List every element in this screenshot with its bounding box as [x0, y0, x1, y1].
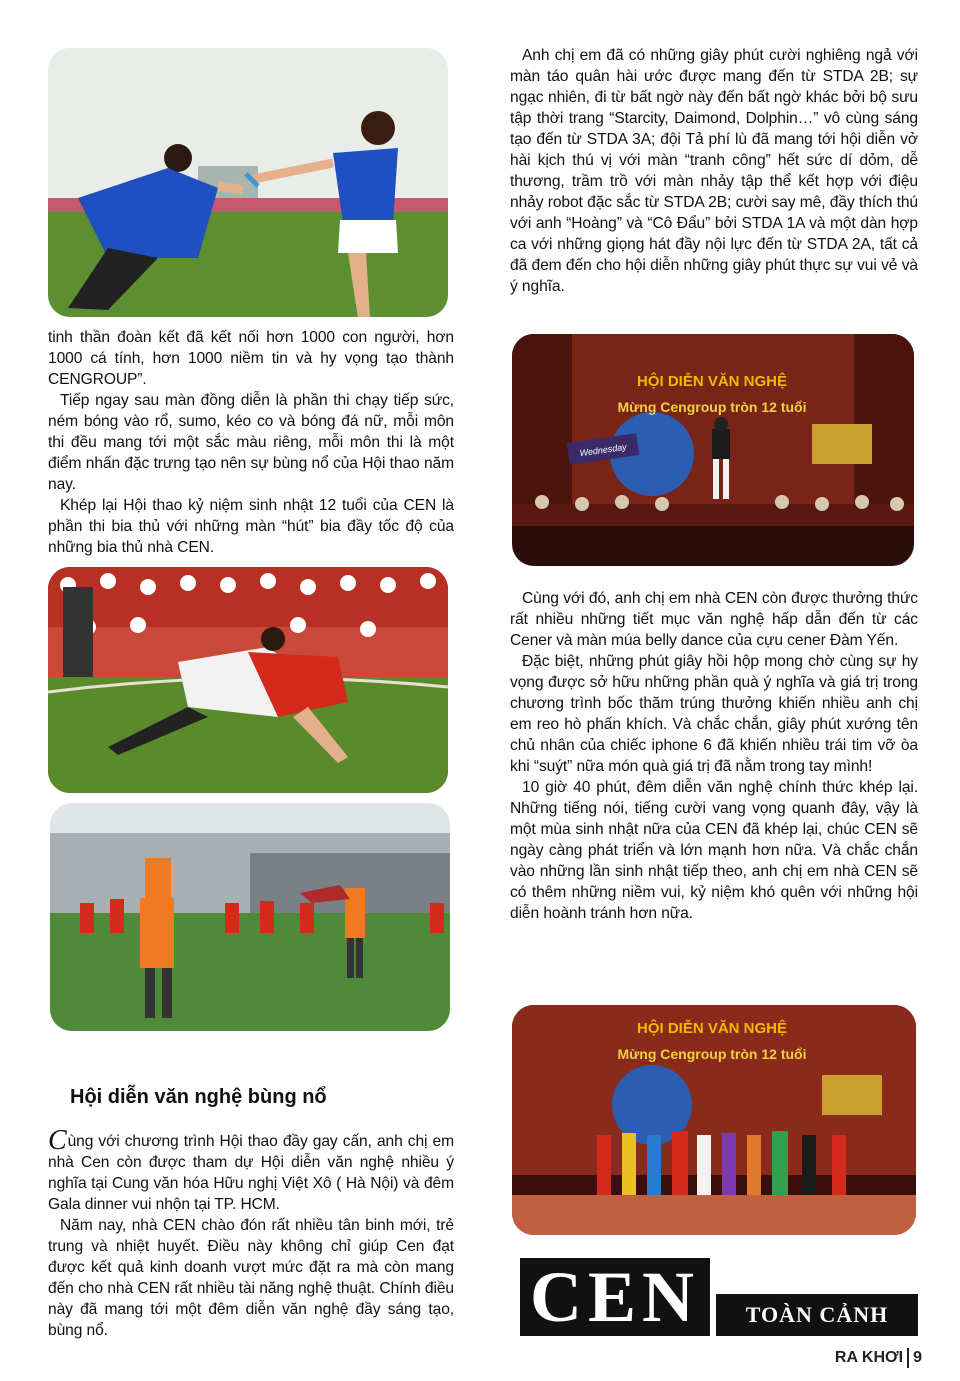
banner-title: HỘI DIỄN VĂN NGHỆ	[636, 373, 788, 390]
banner-subtitle: Mừng Cengroup tròn 12 tuổi	[617, 399, 807, 415]
right-column-text-middle	[510, 588, 918, 924]
photo-stage-performance	[512, 334, 914, 566]
paragraph-text: ùng với chương trình Hội thao đầy gay cấn, anh chị em nhà Cen còn được tham dự Hội diễn văn nghệ nhiều ý nghĩa tại Cung văn hóa Hữu nghị Việt Xô ( Hà Nội) và đêm Gala dinner vui nhộn tại TP. HCM.	[48, 1133, 454, 1213]
logo-section-title: TOÀN CẢNH	[716, 1294, 918, 1336]
magazine-name: RA KHƠI	[834, 1349, 904, 1367]
page-footer	[835, 1348, 922, 1368]
right-column-text-top	[510, 45, 918, 297]
paragraph: Đặc biệt, những phút giây hồi hộp mong chờ cùng sự hy vọng được sở hữu những phần quà ý nghĩa và giá trị trong chương trình bốc thăm trúng thưởng khiến nhiều anh chị em reo hò phấn khích. Và chắc chắn, giây phút xướng tên chủ nhân của chiếc iphone 6 đã khiến nhiều trái tim vỡ òa khi “suýt” nữa món quà giá trị đã nằm trong tay mình!	[510, 653, 918, 775]
banner-title: HỘI DIỄN VĂN NGHỆ	[636, 1020, 788, 1037]
paragraph: 10 giờ 40 phút, đêm diễn văn nghệ chính thức khép lại. Những tiếng nói, tiếng cười vang vọng quanh đây, vậy là một mùa sinh nhật nữa của CEN đã khép lại, chúc CEN sẽ ngày càng phát triển và lớn mạnh hơn nữa. Và chắc chắn vào những lần sinh nhật tiếp theo, anh chị em nhà CEN sẽ có thêm những niềm vui, kỷ niệm khó quên với những hội diễn hoành tránh hơn nữa.	[510, 779, 918, 922]
photo-sumo-match	[48, 567, 448, 793]
paragraph: Khép lại Hội thao kỷ niệm sinh nhật 12 tuổi của CEN là phần thi bia thủ với những màn “hút” bia đầy tốc độ của những bia thủ nhà CEN.	[48, 497, 454, 556]
cen-section-logo	[520, 1258, 918, 1336]
section-heading: Hội diễn văn nghệ bùng nổ	[70, 1086, 327, 1108]
stage-sign-text: Wednesday	[578, 441, 628, 459]
page-number: 9	[913, 1349, 922, 1367]
photo-relay-race	[48, 48, 448, 317]
paragraph-with-drop-cap	[48, 1125, 454, 1215]
paragraph: Năm nay, nhà CEN chào đón rất nhiều tân binh mới, trẻ trung và nhiệt huyết. Điều này không chỉ giúp Cen đạt được kết quả kinh doanh vượt mức đặt ra mà còn mang đến cho nhà CEN rất nhiều tài năng nghệ thuật. Chính điều này đã mang tới một đêm diễn văn nghệ đầy sáng tạo, bùng nổ.	[48, 1217, 454, 1339]
paragraph: Anh chị em đã có những giây phút cười nghiêng ngả với màn táo quân hài ước được mang đến từ STDA 2B; sự ngạc nhiên, đi từ bất ngờ này đến bất ngờ khác bởi bộ sưu tập thời trang “Starcity, Daimond, Dolphin…” vô cùng sáng tạo đến từ STDA 3A; đội Tả phí lù đã mang tới hội diễn vở hài kịch thú vị với màn “tranh công” hết sức dí dỏm, dễ thương, trầm trồ với màn nhảy tập thể kết hợp với điệu nhảy robot đặc sắc từ STDA 2B; cười say mê, đầy thích thú với anh “Hoàng” và “Cô Đẩu” bởi STDA 1A và một dàn hợp ca với những giọng hát đầy nội lực đến từ STDA 2A, tất cả đã đem đến cho hội diễn những giây phút thực sự vui vẻ và ý nghĩa.	[510, 47, 918, 295]
left-column-text-top	[48, 327, 454, 558]
photo-field-game	[50, 803, 450, 1031]
footer-divider	[907, 1348, 909, 1368]
paragraph: Tiếp ngay sau màn đồng diễn là phần thi chạy tiếp sức, ném bóng vào rổ, sumo, kéo co và bóng đá nữ, mỗi môn thi đều mang tới một sắc màu riêng, mỗi môn thi là một điểm nhấn đặc trưng tạo nên sự bùng nổ của Hội thao năm nay.	[48, 392, 454, 493]
paragraph: Cùng với đó, anh chị em nhà CEN còn được thưởng thức rất nhiều những tiết mục văn nghệ hấp dẫn đến từ các Cener và màn múa belly dance của cựu cener Đàm Yến.	[510, 590, 918, 649]
paragraph: tinh thần đoàn kết đã kết nối hơn 1000 con người, hơn 1000 cá tính, hơn 1000 niềm tin và hy vọng tạo thành CENGROUP”.	[48, 329, 454, 388]
banner-subtitle: Mừng Cengroup tròn 12 tuổi	[617, 1046, 807, 1062]
left-column-text-bottom	[48, 1125, 454, 1341]
drop-cap: C	[48, 1125, 67, 1156]
logo-brand: CEN	[520, 1258, 710, 1336]
photo-costume-show	[512, 1005, 916, 1235]
